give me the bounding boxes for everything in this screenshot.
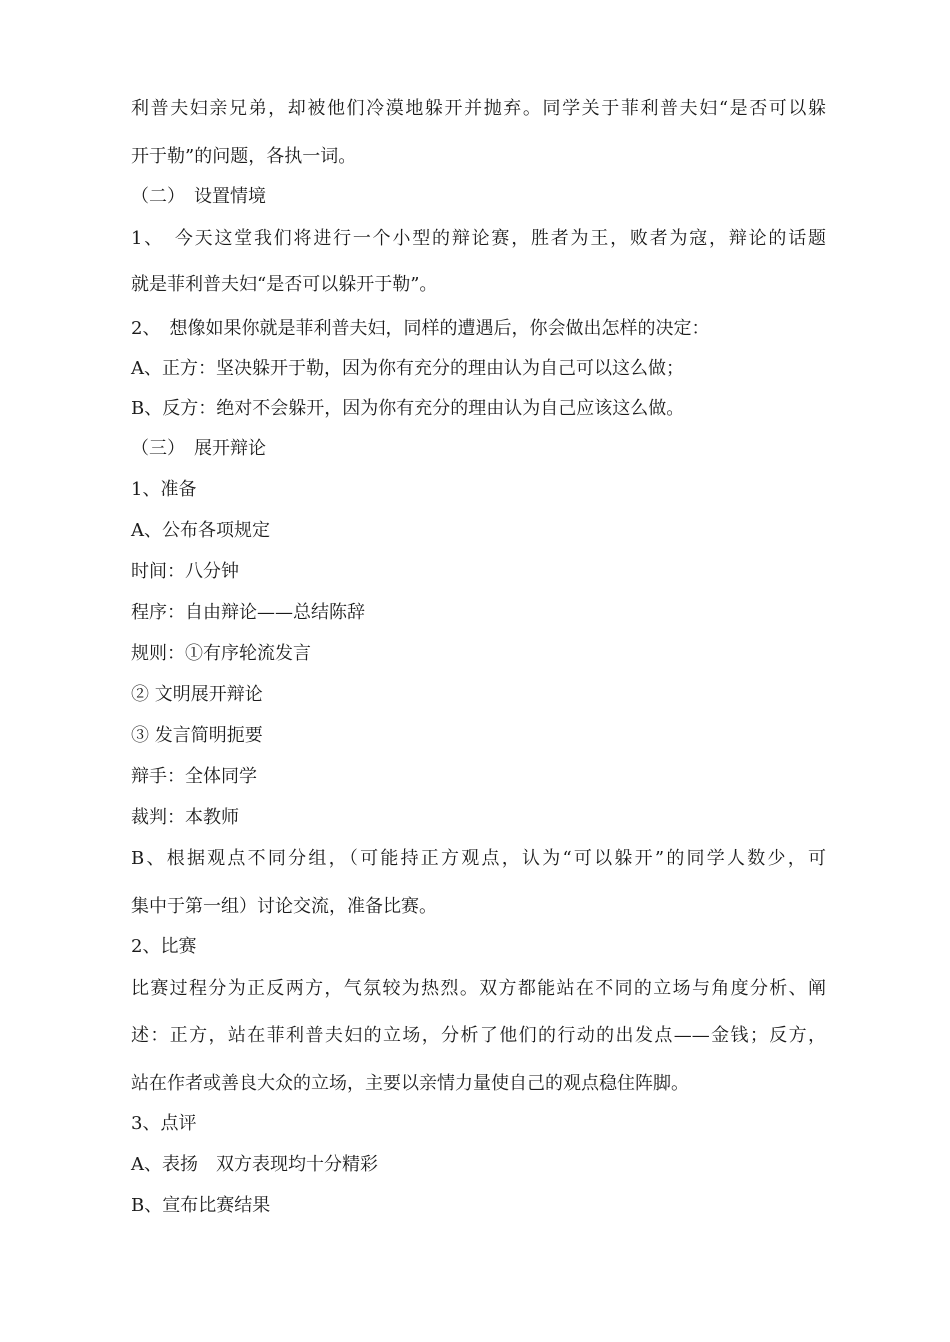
section-heading-2: （二） 设置情境 bbox=[131, 186, 266, 207]
list-item-time: 时间：八分钟 bbox=[131, 561, 239, 582]
paragraph-grouping-2: 集中于第一组）讨论交流，准备比赛。 bbox=[131, 896, 437, 917]
list-item-rule-3: ③ 发言简明扼要 bbox=[131, 725, 263, 746]
list-item-prepare: 1、准备 bbox=[131, 479, 197, 500]
list-item-judge: 裁判：本教师 bbox=[131, 807, 239, 828]
paragraph-line-4: 1、 今天这堂我们将进行一个小型的辩论赛，胜者为王，败者为寇，辩论的话题 bbox=[131, 228, 826, 249]
list-item-rule-2: ② 文明展开辩论 bbox=[131, 684, 263, 705]
list-item-rules: A、公布各项规定 bbox=[131, 520, 270, 541]
paragraph-line-8: B、反方：绝对不会躲开，因为你有充分的理由认为自己应该这么做。 bbox=[131, 398, 685, 419]
list-item-praise: A、表扬 双方表现均十分精彩 bbox=[131, 1154, 378, 1175]
paragraph-line-7: A、正方：坚决躲开于勒，因为你有充分的理由认为自己可以这么做； bbox=[131, 358, 684, 379]
paragraph-line-5: 就是菲利普夫妇“是否可以躲开于勒”。 bbox=[131, 274, 438, 295]
list-item-result: B、宣布比赛结果 bbox=[131, 1195, 271, 1216]
paragraph-competition-1: 比赛过程分为正反两方，气氛较为热烈。双方都能站在不同的立场与角度分析、阐 bbox=[131, 978, 826, 999]
paragraph-competition-2: 述：正方，站在菲利普夫妇的立场，分析了他们的行动的出发点——金钱；反方， bbox=[131, 1025, 826, 1046]
paragraph-line-2: 开于勒”的问题，各执一词。 bbox=[131, 146, 357, 167]
list-item-procedure: 程序：自由辩论——总结陈辞 bbox=[131, 602, 365, 623]
list-item-debaters: 辩手：全体同学 bbox=[131, 766, 257, 787]
paragraph-grouping-1: B、根据观点不同分组，（可能持正方观点，认为“可以躲开”的同学人数少，可 bbox=[131, 848, 826, 869]
paragraph-line-6: 2、 想像如果你就是菲利普夫妇，同样的遭遇后，你会做出怎样的决定： bbox=[131, 318, 710, 339]
section-heading-3: （三） 展开辩论 bbox=[131, 438, 266, 459]
paragraph-line-1: 利普夫妇亲兄弟，却被他们冷漠地躲开并抛弃。同学关于菲利普夫妇“是否可以躲 bbox=[131, 98, 826, 119]
paragraph-competition-3: 站在作者或善良大众的立场，主要以亲情力量使自己的观点稳住阵脚。 bbox=[131, 1073, 689, 1094]
list-item-competition: 2、比赛 bbox=[131, 936, 197, 957]
list-item-review: 3、点评 bbox=[131, 1113, 197, 1134]
list-item-rule-1: 规则：①有序轮流发言 bbox=[131, 643, 311, 664]
